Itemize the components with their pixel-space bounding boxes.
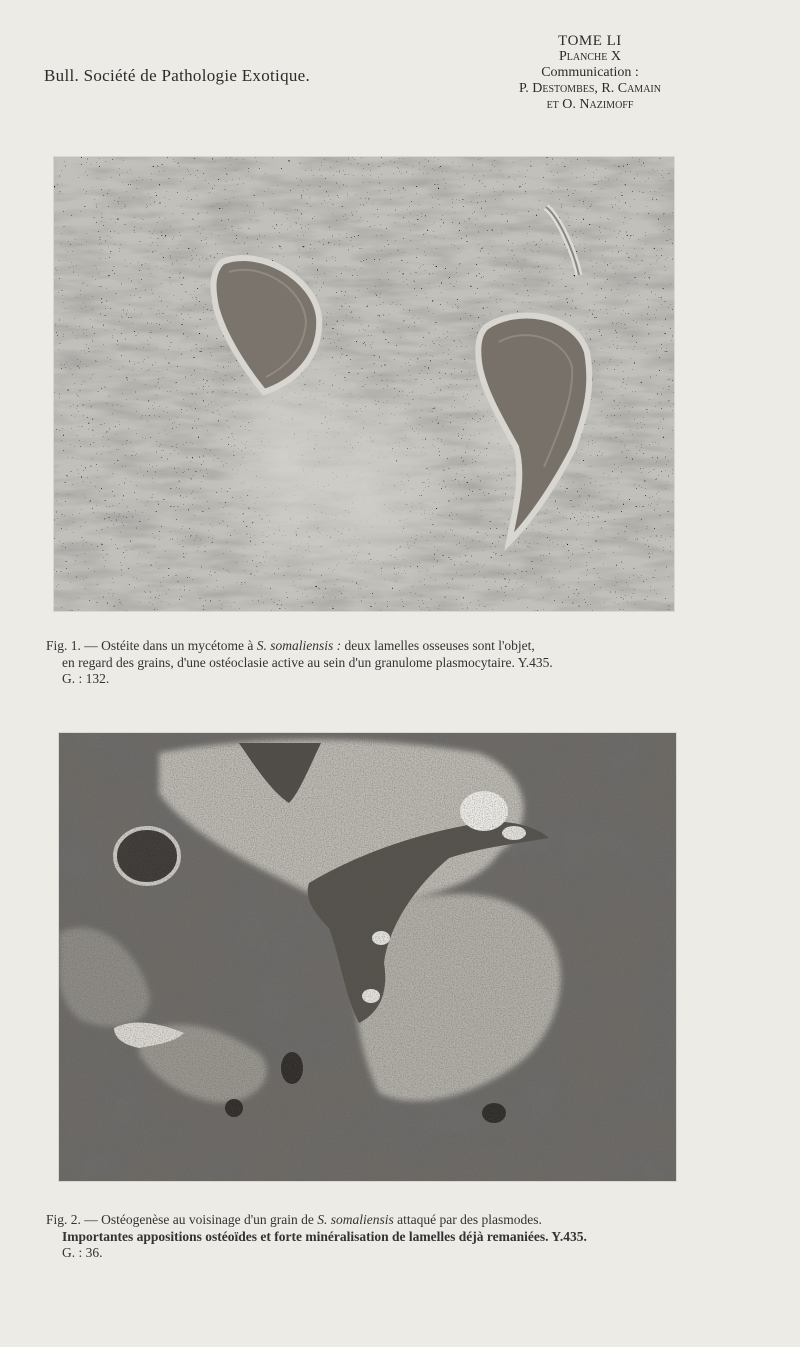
plate-header	[490, 33, 690, 113]
communication-label: Communication :	[541, 65, 639, 80]
figure-2-micrograph	[59, 733, 676, 1181]
figure-1-micrograph	[54, 157, 674, 611]
authors-line-1: P. Destombes, R. Camain	[519, 81, 661, 96]
figure-2-caption-lead: Fig. 2. — Ostéogenèse au voisinage d'un grain de	[46, 1212, 318, 1227]
figure-2-caption-species: S. somaliensis	[317, 1212, 394, 1227]
figure-1-caption-rest: deux lamelles osseuses sont l'objet,	[341, 638, 535, 653]
figure-1-caption-lead: Fig. 1. — Ostéite dans un mycétome à	[46, 638, 257, 653]
figure-2-caption-line-2: Importantes appositions ostéoïdes et forte minéralisation de lamelles déjà remaniées. Y.435.	[62, 1228, 587, 1244]
figure-1-image	[54, 157, 674, 611]
planche-label: Planche X	[559, 49, 621, 64]
tome-label: TOME LI	[558, 33, 622, 49]
figure-2-image	[59, 733, 676, 1181]
figure-2-caption-rest: attaqué par des plasmodes.	[393, 1212, 542, 1227]
journal-title: Bull. Société de Pathologie Exotique.	[44, 66, 311, 85]
figure-1-caption	[46, 638, 684, 688]
authors-line-2: et O. Nazimoff	[546, 97, 634, 112]
figure-1-caption-species: S. somaliensis :	[256, 638, 342, 653]
figure-2-caption	[46, 1212, 690, 1262]
figure-2-caption-line-3: G. : 36.	[62, 1245, 103, 1260]
figure-1-caption-line-3: G. : 132.	[62, 671, 110, 686]
figure-1-caption-line-2: en regard des grains, d'une ostéoclasie active au sein d'un granulome plasmocytaire. Y.435.	[62, 654, 553, 670]
